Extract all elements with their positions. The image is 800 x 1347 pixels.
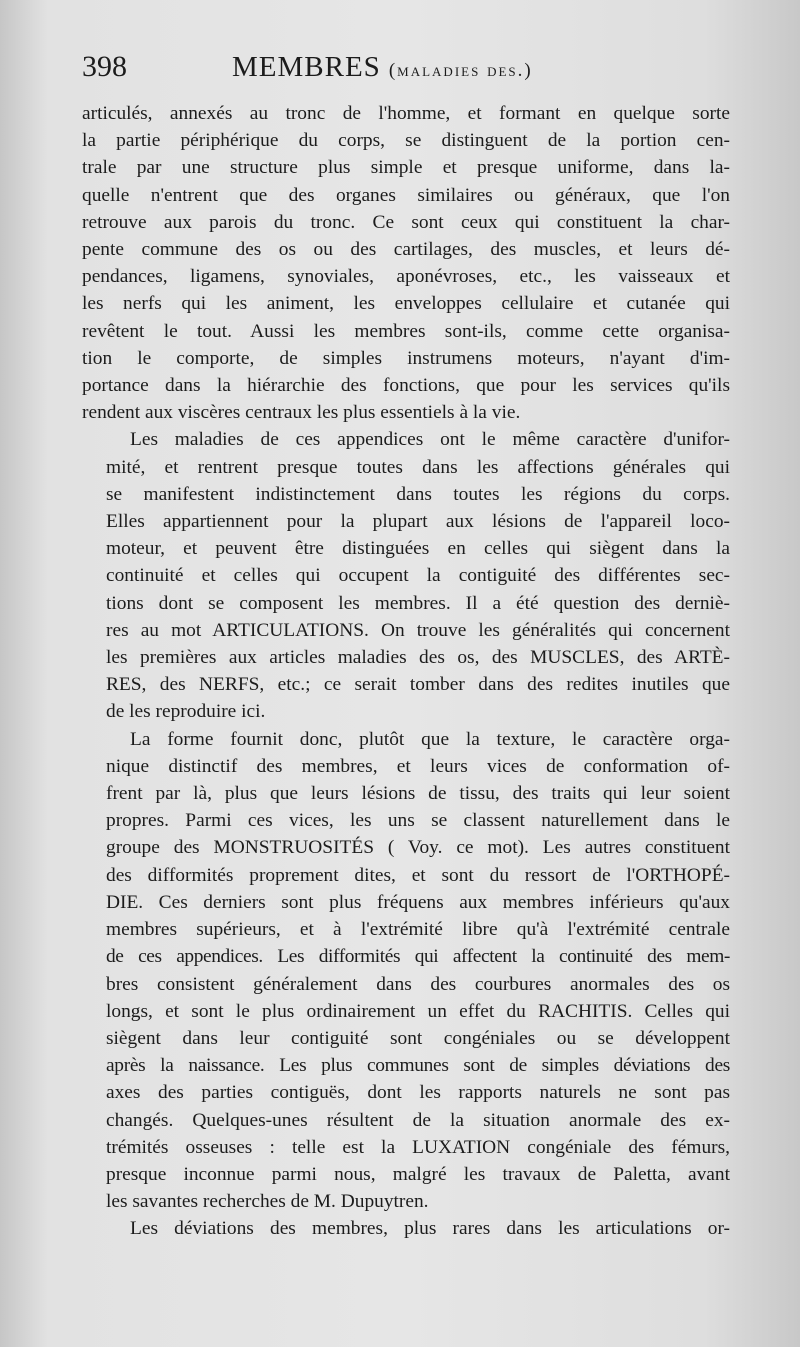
text-line: retrouve aux parois du tronc. Ce sont ceux qui constituent la char- <box>82 211 730 233</box>
text-line: longs, et sont le plus ordinairement un effet du RACHITIS. Celles qui <box>106 1000 730 1022</box>
text-line: Les déviations des membres, plus rares dans les articulations or- <box>130 1218 730 1240</box>
text-line: RES, des NERFS, etc.; ce serait tomber dans des redites inutiles que <box>106 674 730 696</box>
text-line: siègent dans leur contiguité sont congéniales ou se développent <box>106 1027 730 1049</box>
body-text <box>82 100 730 1243</box>
text-line: bres consistent généralement dans des courbures anormales des os <box>106 973 730 995</box>
text-line: tions dont se composent les membres. Il a été question des derniè- <box>106 592 730 614</box>
running-title: MEMBRES <box>232 51 381 83</box>
text-line: quelle n'entrent que des organes similaires ou généraux, que l'on <box>82 184 730 206</box>
text-line: rendent aux viscères centraux les plus essentiels à la vie. <box>82 402 521 424</box>
text-line: moteur, et peuvent être distinguées en celles qui siègent dans la <box>106 538 730 560</box>
text-line: changés. Quelques-unes résultent de la situation anormale des ex- <box>106 1109 730 1131</box>
paragraph-4 <box>82 1215 730 1242</box>
text-line: continuité et celles qui occupent la contiguité des différentes sec- <box>106 565 730 587</box>
text-line: La forme fournit donc, plutôt que la texture, le caractère orga- <box>130 728 730 750</box>
text-line: portance dans la hiérarchie des fonctions, que pour les services qu'ils <box>82 375 730 397</box>
text-line: Elles appartiennent pour la plupart aux lésions de l'appareil loco- <box>106 511 730 533</box>
text-line: trale par une structure plus simple et presque uniforme, dans la- <box>82 157 730 179</box>
text-line: res au mot ARTICULATIONS. On trouve les généralités qui concernent <box>106 619 730 641</box>
text-line: les nerfs qui les animent, les enveloppes cellulaire et cutanée qui <box>82 293 730 315</box>
text-line: Les maladies de ces appendices ont le même caractère d'unifor- <box>130 429 730 451</box>
text-line: les premières aux articles maladies des os, des MUSCLES, des ARTÈ- <box>106 647 730 669</box>
running-subtitle: (maladies des.) <box>388 60 533 81</box>
text-line: DIE. Ces derniers sont plus fréquens aux membres inférieurs qu'aux <box>106 891 730 913</box>
paragraph-1 <box>82 100 730 426</box>
text-line: pente commune des os ou des cartilages, des muscles, et leurs dé- <box>82 239 730 261</box>
running-head <box>82 50 730 100</box>
text-line: membres supérieurs, et à l'extrémité libre qu'à l'extrémité centrale <box>106 919 730 941</box>
text-line: tion le comporte, de simples instrumens moteurs, n'ayant d'im- <box>82 347 730 369</box>
paragraph-3 <box>82 726 730 1216</box>
text-line: propres. Parmi ces vices, les uns se classent naturellement dans le <box>106 810 730 832</box>
text-line: des difformités proprement dites, et sont du ressort de l'ORTHOPÉ- <box>106 864 730 886</box>
text-line: nique distinctif des membres, et leurs vices de conformation of- <box>106 755 730 777</box>
text-line: mité, et rentrent presque toutes dans les affections générales qui <box>106 456 730 478</box>
text-line: de ces appendices. Les difformités qui affectent la continuité des mem- <box>106 946 730 968</box>
text-line: les savantes recherches de M. Dupuytren. <box>106 1191 429 1213</box>
text-line: revêtent le tout. Aussi les membres sont-ils, comme cette organisa- <box>82 320 730 342</box>
text-line: se manifestent indistinctement dans toutes les régions du corps. <box>106 483 730 505</box>
page-number: 398 <box>82 50 127 83</box>
text-line: presque inconnue parmi nous, malgré les travaux de Paletta, avant <box>106 1163 730 1185</box>
text-line: la partie périphérique du corps, se distinguent de la portion cen- <box>82 130 730 152</box>
text-line: groupe des MONSTRUOSITÉS ( Voy. ce mot). Les autres constituent <box>106 837 730 859</box>
text-line: après la naissance. Les plus communes sont de simples déviations des <box>106 1055 730 1077</box>
text-line: trémités osseuses : telle est la LUXATION congéniale des fémurs, <box>106 1136 730 1158</box>
text-line: pendances, ligamens, synoviales, aponévroses, etc., les vaisseaux et <box>82 266 730 288</box>
text-line: frent par là, plus que leurs lésions de tissu, des traits qui leur soient <box>106 783 730 805</box>
text-line: de les reproduire ici. <box>106 701 266 723</box>
text-line: axes des parties contiguës, dont les rapports naturels ne sont pas <box>106 1082 730 1104</box>
text-line: articulés, annexés au tronc de l'homme, et formant en quelque sorte <box>82 103 730 124</box>
paragraph-2 <box>82 426 730 725</box>
